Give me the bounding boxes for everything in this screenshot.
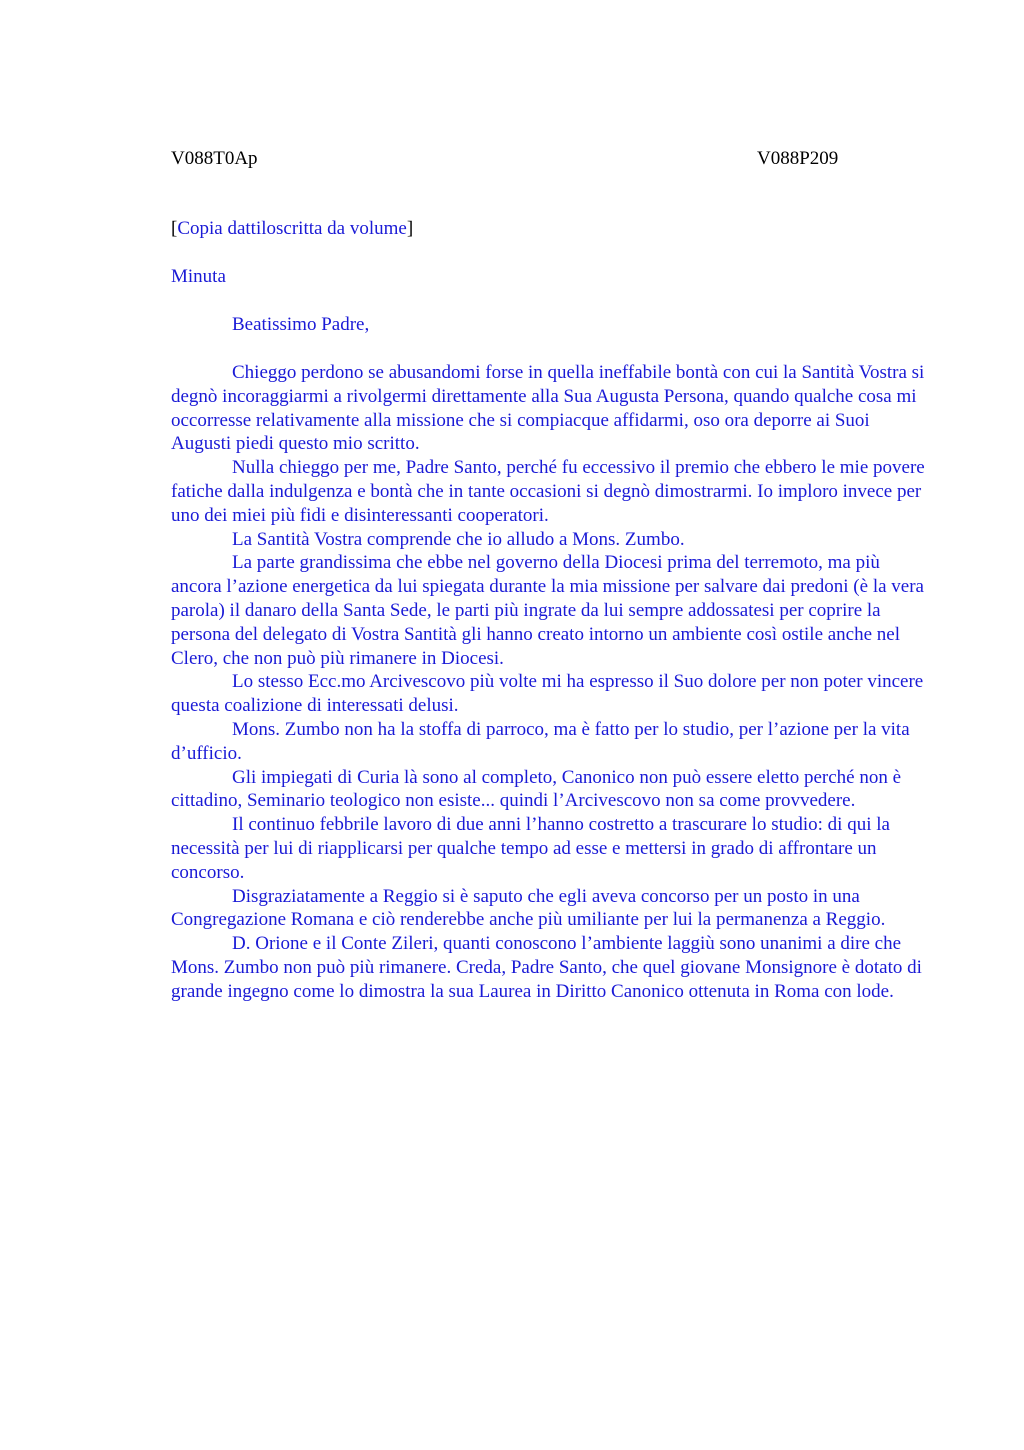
paragraph: La parte grandissima che ebbe nel governo della Diocesi prima del terremoto, ma più ancora l’azione energetica da lui spiegata durante la mia missione per salvare dai predoni (è la vera parola) il danaro della Santa Sede, le parti più ingrate da lui sempre addossatesi per coprire la persona del delegato di Vostra Santità gli hanno creato intorno un ambiente così ostile anche nel Clero, che non può più rimanere in Diocesi. — [171, 552, 924, 669]
note-text: Copia dattiloscritta da volume — [177, 218, 407, 239]
note-open-bracket: [ — [171, 218, 178, 239]
note-close-bracket: ] — [406, 218, 414, 239]
paragraph: La Santità Vostra comprende che io alludo a Mons. Zumbo. — [232, 528, 685, 550]
paragraph: Chieggo perdono se abusandomi forse in quella ineffabile bontà con cui la Santità Vostra si degnò incoraggiarmi a rivolgermi direttamente alla Sua Augusta Persona, quando qualche cosa mi occorresse relativamente alla missione che si compiacque affidarmi, oso ora deporre ai Suoi Augusti piedi questo mio scritto. — [171, 362, 925, 455]
paragraph: Lo stesso Ecc.mo Arcivescovo più volte mi ha espresso il Suo dolore per non poter vincere questa coalizione di interessati delusi. — [171, 671, 924, 717]
salutation: Beatissimo Padre, — [232, 314, 370, 335]
paragraph: D. Orione e il Conte Zileri, quanti conoscono l’ambiente laggiù sono unanimi a dire che Mons. Zumbo non può più rimanere. Creda, Padre Santo, che quel giovane Monsignore è dotato di grande ingegno come lo dimostra la sua Laurea in Diritto Canonico ottenuta in Roma con lode. — [171, 933, 922, 1002]
document-code-left: V088T0Ap — [171, 148, 258, 169]
paragraph: Mons. Zumbo non ha la stoffa di parroco, ma è fatto per lo studio, per l’azione per la vita d’ufficio. — [171, 718, 910, 764]
paragraph: Nulla chieggo per me, Padre Santo, perché fu eccessivo il premio che ebbero le mie povere fatiche dalla indulgenza e bontà che in tante occasioni si degnò dimostrarmi. Io imploro invece per uno dei miei più fidi e disinteressanti cooperatori. — [171, 457, 925, 526]
paragraph: Disgraziatamente a Reggio si è saputo che egli aveva concorso per un posto in una Congregazione Romana e ciò renderebbe anche più umiliante per lui la permanenza a Reggio. — [171, 885, 886, 931]
minuta-label: Minuta — [171, 266, 226, 287]
paragraph: Gli impiegati di Curia là sono al completo, Canonico non può essere eletto perché non è cittadino, Seminario teologico non esiste... quindi l’Arcivescovo non sa come provvedere. — [171, 766, 902, 812]
letter-body — [171, 361, 931, 1004]
editorial-note — [171, 217, 413, 241]
paragraph: Il continuo febbrile lavoro di due anni l’hanno costretto a trascurare lo studio: di qui la necessità per lui di riapplicarsi per qualche tempo ad esse e mettersi in grado di affrontare un concorso. — [171, 814, 890, 883]
document-code-right: V088P209 — [757, 148, 839, 169]
